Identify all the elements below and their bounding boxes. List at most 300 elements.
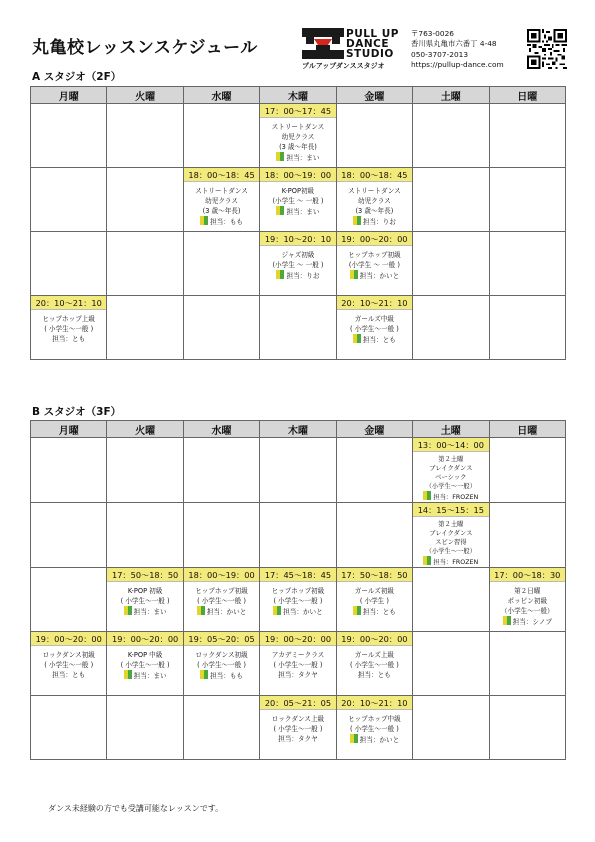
lesson-teacher xyxy=(260,152,335,163)
postal-code: 〒763-0026 xyxy=(411,29,454,38)
lesson-time: 20：10～21：10 xyxy=(337,696,412,710)
lesson-name-label: ヒップホップ初級 xyxy=(271,587,325,595)
logo-line-1: PULL UP xyxy=(346,28,399,40)
website-link[interactable]: https://pullup-dance.com xyxy=(411,60,504,70)
day-header: 火曜 xyxy=(107,87,183,104)
lesson-teacher xyxy=(184,216,259,227)
teacher-label: 担当：かいと xyxy=(283,608,323,616)
lesson-time: 18：00～18：45 xyxy=(184,168,259,182)
lesson-name-label: 第２土曜 xyxy=(438,521,464,528)
lesson-name xyxy=(337,650,412,660)
logo-mark-icon xyxy=(302,28,344,60)
lesson-cell[interactable] xyxy=(31,632,107,696)
lesson-time: 19：10～20：10 xyxy=(260,232,335,246)
empty-cell xyxy=(31,168,107,232)
lesson-name-label: 第２土曜 xyxy=(438,456,464,463)
beginner-mark-icon xyxy=(276,270,284,279)
empty-cell xyxy=(107,503,183,568)
lesson-name-label: ガールズ中級 xyxy=(354,315,395,323)
day-header: 金曜 xyxy=(336,87,412,104)
lesson-details xyxy=(31,310,106,344)
empty-cell xyxy=(413,232,489,296)
beginner-mark-icon xyxy=(353,334,361,343)
lesson-name xyxy=(107,586,182,596)
lesson-info-label: ( 小学生～一般 ) xyxy=(44,661,94,669)
lesson-cell[interactable] xyxy=(107,568,183,632)
schedule-row xyxy=(31,503,566,568)
lesson-name xyxy=(31,650,106,660)
lesson-info-label: ( 小学生～一般 ) xyxy=(197,661,246,669)
lesson-name xyxy=(184,186,259,196)
day-header: 土曜 xyxy=(413,421,489,438)
footer-note: ダンス未経験の方でも受講可能なレッスンです。 xyxy=(48,804,224,813)
lesson-time: 18：00～19：00 xyxy=(260,168,335,182)
lesson-info-label: ( 小学生～一般 ) xyxy=(273,725,323,733)
lesson-name-label: ヒップホップ上級 xyxy=(42,315,95,323)
lesson-info xyxy=(184,660,259,670)
schedule-row xyxy=(31,568,566,632)
lesson-name-label: ガールズ初級 xyxy=(354,587,395,595)
lesson-time: 17：45～18：45 xyxy=(260,568,335,582)
lesson-name-label: ロックダンス初級 xyxy=(42,651,95,659)
lesson-teacher xyxy=(184,670,259,681)
lesson-time: 13：00～14：00 xyxy=(413,438,488,452)
beginner-mark-icon xyxy=(423,491,431,500)
lesson-teacher xyxy=(260,734,335,744)
lesson-time: 17：00～17：45 xyxy=(260,104,335,118)
studio-address xyxy=(411,29,504,71)
lesson-info-label: ( 小学生～一般 ) xyxy=(349,725,399,733)
lesson-teacher xyxy=(337,734,412,745)
lesson-name xyxy=(337,714,412,724)
lesson-cell[interactable] xyxy=(489,568,565,632)
lesson-name-label: アカデミークラス xyxy=(271,651,325,659)
lesson-info-label: スピン習得 xyxy=(435,539,467,546)
lesson-time: 20：10～21：10 xyxy=(31,296,106,310)
day-header: 日曜 xyxy=(489,87,565,104)
day-header: 木曜 xyxy=(260,87,336,104)
lesson-info-label: ブレイクダンス xyxy=(429,465,473,472)
lesson-teacher xyxy=(490,616,565,627)
day-header: 水曜 xyxy=(183,421,259,438)
beginner-mark-icon xyxy=(276,152,284,161)
lesson-cell[interactable] xyxy=(336,632,412,696)
empty-cell xyxy=(107,296,183,360)
lesson-cell[interactable] xyxy=(413,503,489,568)
teacher-label: 担当：もも xyxy=(210,218,244,226)
lesson-info xyxy=(184,196,259,206)
lesson-info xyxy=(260,724,335,734)
lesson-cell[interactable] xyxy=(336,232,412,296)
lesson-teacher xyxy=(337,670,412,680)
lesson-info-label: (小学生 ～ 一般 ) xyxy=(272,197,324,205)
lesson-info-label: 幼児クラス xyxy=(281,133,315,141)
lesson-teacher xyxy=(337,270,412,281)
lesson-time: 14：15～15：15 xyxy=(413,503,488,517)
lesson-info xyxy=(337,724,412,734)
lesson-info-label: ( 小学生～一般 ) xyxy=(120,597,170,605)
lesson-teacher xyxy=(31,670,106,680)
lesson-name xyxy=(31,314,106,324)
teacher-label: 担当：とも xyxy=(362,608,396,616)
empty-cell xyxy=(336,438,412,503)
teacher-label: 担当：りお xyxy=(286,272,320,280)
studio-b-schedule-table xyxy=(30,420,566,760)
beginner-mark-icon xyxy=(276,206,284,215)
beginner-mark-icon xyxy=(353,216,361,225)
empty-cell xyxy=(413,696,489,760)
empty-cell xyxy=(183,104,259,168)
lesson-name-label: ヒップホップ初級 xyxy=(195,587,248,595)
lesson-info-label: 幼児クラス xyxy=(358,197,391,205)
schedule-row xyxy=(31,632,566,696)
lesson-cell[interactable] xyxy=(107,632,183,696)
lesson-teacher xyxy=(337,606,412,617)
lesson-name-label: ヒップホップ初級 xyxy=(348,251,401,259)
lesson-details xyxy=(260,246,335,281)
empty-cell xyxy=(489,168,565,232)
empty-cell xyxy=(107,696,183,760)
lesson-details xyxy=(260,646,335,680)
teacher-label: 担当：もも xyxy=(210,672,244,680)
lesson-teacher xyxy=(31,334,106,344)
lesson-time: 20：10～21：10 xyxy=(337,296,412,310)
lesson-name xyxy=(337,314,412,324)
lesson-cell[interactable] xyxy=(336,296,412,360)
lesson-info-label: （小学生～一般） xyxy=(425,483,476,490)
beginner-mark-icon xyxy=(124,606,132,615)
lesson-name xyxy=(260,186,335,196)
empty-cell xyxy=(489,503,565,568)
lesson-details xyxy=(337,710,412,745)
day-header-row xyxy=(31,87,566,104)
lesson-time: 18：00～18：45 xyxy=(337,168,412,182)
teacher-label: 担当：かいと xyxy=(359,736,400,744)
lesson-name xyxy=(337,186,412,196)
empty-cell xyxy=(489,696,565,760)
day-header: 金曜 xyxy=(336,421,412,438)
lesson-details xyxy=(107,646,182,681)
lesson-info-label: ( 小学生～一般 ) xyxy=(44,325,94,333)
teacher-label: 担当：タクヤ xyxy=(278,671,318,679)
schedule-row xyxy=(31,104,566,168)
lesson-info-label: （小学生～一般） xyxy=(500,607,554,615)
lesson-cell[interactable] xyxy=(413,438,489,503)
street-address: 香川県丸亀市六番丁 4-48 xyxy=(411,39,497,49)
teacher-label: 担当：とも xyxy=(362,336,396,344)
lesson-info xyxy=(184,596,259,606)
lesson-info-label: ( 小学生～一般 ) xyxy=(120,661,170,669)
empty-cell xyxy=(31,503,107,568)
beginner-mark-icon xyxy=(503,616,511,625)
day-header: 火曜 xyxy=(107,421,183,438)
lesson-info xyxy=(31,324,106,334)
lesson-details xyxy=(31,646,106,680)
lesson-name xyxy=(337,586,412,596)
empty-cell xyxy=(31,104,107,168)
lesson-info-label: 幼児クラス xyxy=(205,197,238,205)
lesson-info xyxy=(413,473,488,482)
schedule-row xyxy=(31,168,566,232)
day-header: 月曜 xyxy=(31,421,107,438)
lesson-time: 19：05～20：05 xyxy=(184,632,259,646)
lesson-name-label: K-POP初級 xyxy=(281,187,315,195)
teacher-label: 担当：りお xyxy=(362,218,396,226)
lesson-name xyxy=(184,650,259,660)
teacher-label: 担当：FROZEN xyxy=(433,559,479,566)
lesson-info-label: ( 小学生～一般 ) xyxy=(349,661,399,669)
beginner-mark-icon xyxy=(353,606,361,615)
lesson-name-label: ジャズ初級 xyxy=(281,251,315,259)
lesson-name-label: ロックダンス初級 xyxy=(195,651,248,659)
lesson-info-label: ( 小学生～一般 ) xyxy=(349,325,399,333)
teacher-label: 担当：シノブ xyxy=(512,618,552,626)
lesson-cell[interactable] xyxy=(183,632,259,696)
lesson-name xyxy=(260,586,335,596)
lesson-name-label: K-POP 中級 xyxy=(127,651,163,659)
beginner-mark-icon xyxy=(350,270,358,279)
studio-a-title: A スタジオ（2F） xyxy=(32,71,122,83)
lesson-info xyxy=(413,547,488,556)
lesson-info-label: ブレイクダンス xyxy=(429,530,473,537)
empty-cell xyxy=(489,438,565,503)
lesson-cell[interactable] xyxy=(183,568,259,632)
lesson-name xyxy=(260,122,335,132)
lesson-info-label: (小学生 ～ 一般 ) xyxy=(272,261,324,269)
lesson-info-label: ( 小学生 ) xyxy=(359,597,389,605)
lesson-details xyxy=(337,182,412,227)
lesson-name xyxy=(107,650,182,660)
schedule-row xyxy=(31,696,566,760)
empty-cell xyxy=(413,168,489,232)
logo-line-3: STUDIO xyxy=(346,48,394,60)
lesson-time: 17：00～18：30 xyxy=(490,568,565,582)
beginner-mark-icon xyxy=(423,556,431,565)
lesson-details xyxy=(260,118,335,163)
lesson-name-label: ロックダンス上級 xyxy=(271,715,325,723)
lesson-info-label: (小学生 ～ 一般 ) xyxy=(348,261,400,269)
teacher-label: 担当：とも xyxy=(52,671,86,679)
teacher-label: 担当：とも xyxy=(52,335,86,343)
lesson-name xyxy=(490,586,565,596)
empty-cell xyxy=(31,438,107,503)
empty-cell xyxy=(260,503,336,568)
qr-code-icon[interactable] xyxy=(527,29,567,69)
empty-cell xyxy=(260,296,336,360)
day-header: 月曜 xyxy=(31,87,107,104)
empty-cell xyxy=(183,232,259,296)
lesson-info xyxy=(260,132,335,142)
lesson-details xyxy=(337,310,412,345)
studio-logo xyxy=(302,28,412,72)
empty-cell xyxy=(31,696,107,760)
teacher-label: 担当：まい xyxy=(286,208,320,216)
lesson-time: 19：00～20：00 xyxy=(107,632,182,646)
empty-cell xyxy=(107,168,183,232)
lesson-info xyxy=(260,660,335,670)
page-title: 丸亀校レッスンスケジュール xyxy=(32,38,258,58)
lesson-time: 20：05～21：05 xyxy=(260,696,335,710)
lesson-cell[interactable] xyxy=(260,568,336,632)
lesson-teacher xyxy=(337,334,412,345)
lesson-time: 18：00～19：00 xyxy=(184,568,259,582)
lesson-name-label: ストリートダンス xyxy=(195,187,248,195)
teacher-label: 担当：とも xyxy=(357,671,391,679)
lesson-teacher xyxy=(413,491,488,502)
empty-cell xyxy=(107,104,183,168)
empty-cell xyxy=(489,232,565,296)
lesson-info xyxy=(413,538,488,547)
lesson-cell[interactable] xyxy=(260,232,336,296)
lesson-teacher xyxy=(184,606,259,617)
lesson-details xyxy=(184,582,259,617)
day-header: 水曜 xyxy=(183,87,259,104)
lesson-details xyxy=(184,182,259,227)
lesson-info-label: (3 歳～年長) xyxy=(202,207,241,215)
lesson-cell[interactable] xyxy=(31,296,107,360)
lesson-info xyxy=(413,482,488,491)
lesson-details xyxy=(413,452,488,502)
empty-cell xyxy=(260,438,336,503)
lesson-details xyxy=(337,582,412,617)
lesson-info xyxy=(337,206,412,216)
empty-cell xyxy=(413,568,489,632)
lesson-teacher xyxy=(260,606,335,617)
teacher-label: 担当：かいと xyxy=(359,272,400,280)
lesson-details xyxy=(413,517,488,567)
lesson-time: 17：50～18：50 xyxy=(337,568,412,582)
empty-cell xyxy=(183,503,259,568)
lesson-time: 19：00～20：00 xyxy=(337,232,412,246)
lesson-info-label: ポッピン初級 xyxy=(507,597,548,605)
lesson-name xyxy=(413,455,488,464)
teacher-label: 担当：FROZEN xyxy=(433,494,479,501)
teacher-label: 担当：まい xyxy=(286,154,320,162)
teacher-label: 担当：まい xyxy=(133,608,167,616)
day-header-row xyxy=(31,421,566,438)
lesson-info xyxy=(260,596,335,606)
lesson-info-label: ( 小学生～一般 ) xyxy=(273,597,323,605)
lesson-info xyxy=(260,260,335,270)
lesson-time: 19：00～20：00 xyxy=(260,632,335,646)
lesson-info xyxy=(260,142,335,152)
lesson-info xyxy=(337,196,412,206)
empty-cell xyxy=(107,232,183,296)
beginner-mark-icon xyxy=(200,216,208,225)
lesson-cell[interactable] xyxy=(260,104,336,168)
studio-a-schedule-table xyxy=(30,86,566,360)
empty-cell xyxy=(183,438,259,503)
lesson-info xyxy=(31,660,106,670)
lesson-teacher xyxy=(260,206,335,217)
teacher-label: 担当：かいと xyxy=(206,608,247,616)
lesson-name-label: ガールズ上級 xyxy=(354,651,395,659)
schedule-row xyxy=(31,232,566,296)
lesson-info-label: （小学生～一般） xyxy=(425,548,476,555)
lesson-details xyxy=(337,246,412,281)
lesson-name-label: 第２日曜 xyxy=(514,587,541,595)
empty-cell xyxy=(413,104,489,168)
beginner-mark-icon xyxy=(273,606,281,615)
lesson-info xyxy=(107,660,182,670)
lesson-details xyxy=(490,582,565,627)
lesson-cell[interactable] xyxy=(260,168,336,232)
lesson-details xyxy=(260,182,335,217)
empty-cell xyxy=(31,568,107,632)
lesson-info xyxy=(490,606,565,616)
lesson-name xyxy=(260,714,335,724)
lesson-name-label: ストリートダンス xyxy=(348,187,401,195)
lesson-name-label: ストリートダンス xyxy=(271,123,325,131)
beginner-mark-icon xyxy=(197,606,205,615)
lesson-cell[interactable] xyxy=(336,696,412,760)
lesson-info xyxy=(413,464,488,473)
lesson-teacher xyxy=(260,670,335,680)
lesson-info xyxy=(337,660,412,670)
schedule-row xyxy=(31,296,566,360)
lesson-teacher xyxy=(337,216,412,227)
lesson-info-label: (3 歳～年長) xyxy=(279,143,317,151)
lesson-details xyxy=(337,646,412,680)
empty-cell xyxy=(183,696,259,760)
lesson-name xyxy=(260,250,335,260)
lesson-teacher xyxy=(413,556,488,567)
beginner-mark-icon xyxy=(124,670,132,679)
logo-line-2: DANCE xyxy=(346,38,390,50)
lesson-time: 19：00～20：00 xyxy=(31,632,106,646)
lesson-details xyxy=(260,710,335,744)
day-header: 日曜 xyxy=(489,421,565,438)
empty-cell xyxy=(336,503,412,568)
empty-cell xyxy=(336,104,412,168)
lesson-cell[interactable] xyxy=(183,168,259,232)
lesson-name-label: ヒップホップ中級 xyxy=(348,715,401,723)
schedule-row xyxy=(31,438,566,503)
lesson-info xyxy=(107,596,182,606)
lesson-name-label: K-POP 初級 xyxy=(127,587,163,595)
day-header: 木曜 xyxy=(260,421,336,438)
lesson-info xyxy=(184,206,259,216)
lesson-info-label: (3 歳～年長) xyxy=(355,207,394,215)
lesson-details xyxy=(107,582,182,617)
empty-cell xyxy=(413,632,489,696)
lesson-name xyxy=(337,250,412,260)
studio-b-title: B スタジオ（3F） xyxy=(32,406,122,418)
lesson-name xyxy=(184,586,259,596)
lesson-name xyxy=(260,650,335,660)
lesson-teacher xyxy=(260,270,335,281)
lesson-details xyxy=(260,582,335,617)
phone-number: 050-3707-2013 xyxy=(411,49,469,59)
lesson-teacher xyxy=(107,670,182,681)
lesson-info xyxy=(337,260,412,270)
day-header: 土曜 xyxy=(413,87,489,104)
empty-cell xyxy=(183,296,259,360)
empty-cell xyxy=(107,438,183,503)
lesson-teacher xyxy=(107,606,182,617)
teacher-label: 担当：まい xyxy=(133,672,167,680)
lesson-info xyxy=(413,529,488,538)
lesson-cell[interactable] xyxy=(336,168,412,232)
empty-cell xyxy=(489,296,565,360)
empty-cell xyxy=(31,232,107,296)
lesson-cell[interactable] xyxy=(260,632,336,696)
lesson-time: 19：00～20：00 xyxy=(337,632,412,646)
lesson-time: 17：50～18：50 xyxy=(107,568,182,582)
lesson-cell[interactable] xyxy=(336,568,412,632)
teacher-label: 担当：タクヤ xyxy=(278,735,318,743)
lesson-cell[interactable] xyxy=(260,696,336,760)
